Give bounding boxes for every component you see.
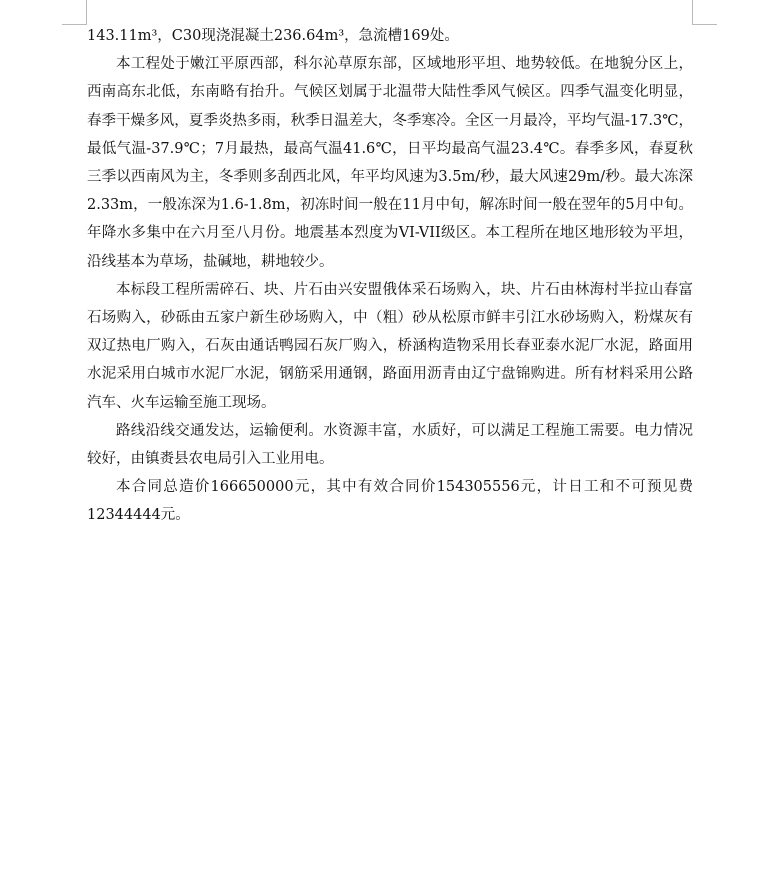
paragraph-transport-utilities: 路线沿线交通发达，运输便利。水资源丰富，水质好，可以满足工程施工需要。电力情况较好，由镇赉县农电局引入工业用电。 xyxy=(87,422,693,468)
paragraph-contract-cost: 本合同总造价166650000元，其中有效合同价154305556元，计日工和不可预见费12344444元。 xyxy=(87,479,693,524)
paragraph-materials-sourcing: 本标段工程所需碎石、块、片石由兴安盟俄体采石场购入，块、片石由林海村半拉山春富石场购入，砂砾由五家户新生砂场购入，中（粗）砂从松原市鲜丰引江水砂场购入，粉煤灰有双辽热电厂购入，石灰由通话鸭园石灰厂购入，桥涵构造物采用长春亚泰水泥厂水泥，路面用水泥采用白城市水泥厂水泥，钢筋采用通钢，路面用沥青由辽宁盘锦购进。所有材料采用公路汽车、火车运输至施工现场。 xyxy=(87,281,693,411)
document-body[interactable] xyxy=(87,22,693,530)
crop-mark-top-right xyxy=(692,0,717,25)
crop-mark-top-left xyxy=(62,0,87,25)
paragraph-quantities-continued: 143.11m³，C30现浇混凝土236.64m³，急流槽169处。 xyxy=(87,28,459,44)
paragraph-geography-climate: 本工程处于嫩江平原西部，科尔沁草原东部，区域地形平坦、地势较低。在地貌分区上，西南高东北低，东南略有抬升。气候区划属于北温带大陆性季风气候区。四季气温变化明显，春季干燥多风，夏季炎热多雨，秋季日温差大，冬季寒冷。全区一月最冷，平均气温-17.3℃，最低气温-37.9℃；7月最热，最高气温41.6℃，日平均最高气温23.4℃。春季多风，春夏秋三季以西南风为主，冬季则多刮西北风，年平均风速为3.5m/秒，最大风速29m/秒。最大冻深2.33m，一般冻深为1.6-1.8m，初冻时间一般在11月中旬，解冻时间一般在翌年的5月中旬。年降水多集中在六月至八月份。地震基本烈度为VI-VII级区。本工程所在地区地形较为平坦，沿线基本为草场，盐碱地，耕地较少。 xyxy=(87,56,693,270)
